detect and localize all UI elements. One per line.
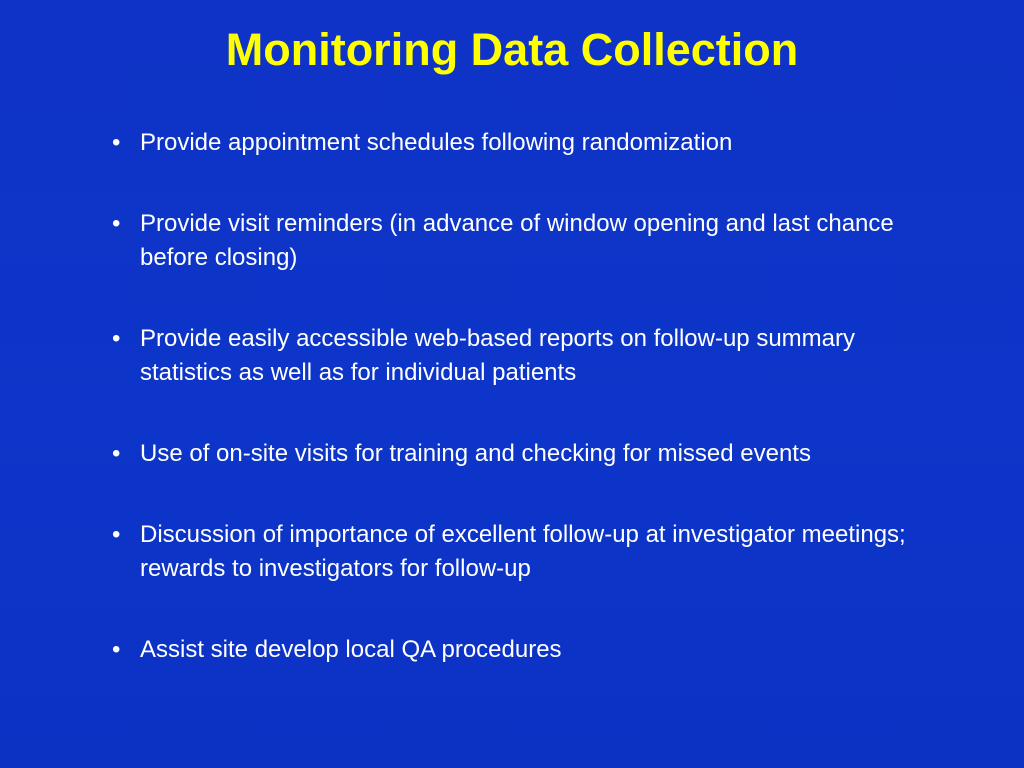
bullet-dot-icon: • xyxy=(112,521,121,548)
bullet-dot-icon: • xyxy=(112,636,121,663)
bullet-list xyxy=(108,126,938,667)
bullet-item xyxy=(108,633,938,667)
bullet-text: Provide easily accessible web-based reports on follow-up summary statistics as well as for individual patients xyxy=(140,325,855,386)
bullet-text: Provide appointment schedules following randomization xyxy=(140,129,733,156)
bullet-item xyxy=(108,322,938,390)
bullet-text: Assist site develop local QA procedures xyxy=(140,636,562,663)
bullet-item xyxy=(108,437,938,471)
bullet-dot-icon: • xyxy=(112,129,121,156)
bullet-dot-icon: • xyxy=(112,440,121,467)
bullet-item xyxy=(108,207,938,275)
bullet-text: Discussion of importance of excellent follow-up at investigator meetings; rewards to investigators for follow-up xyxy=(140,521,906,582)
bullet-text: Use of on-site visits for training and checking for missed events xyxy=(140,440,811,467)
bullet-item xyxy=(108,126,938,160)
bullet-item xyxy=(108,518,938,586)
bullet-text: Provide visit reminders (in advance of window opening and last chance before closing) xyxy=(140,210,894,271)
bullet-dot-icon: • xyxy=(112,325,121,352)
bullet-dot-icon: • xyxy=(112,210,121,237)
slide-title: Monitoring Data Collection xyxy=(225,24,799,75)
